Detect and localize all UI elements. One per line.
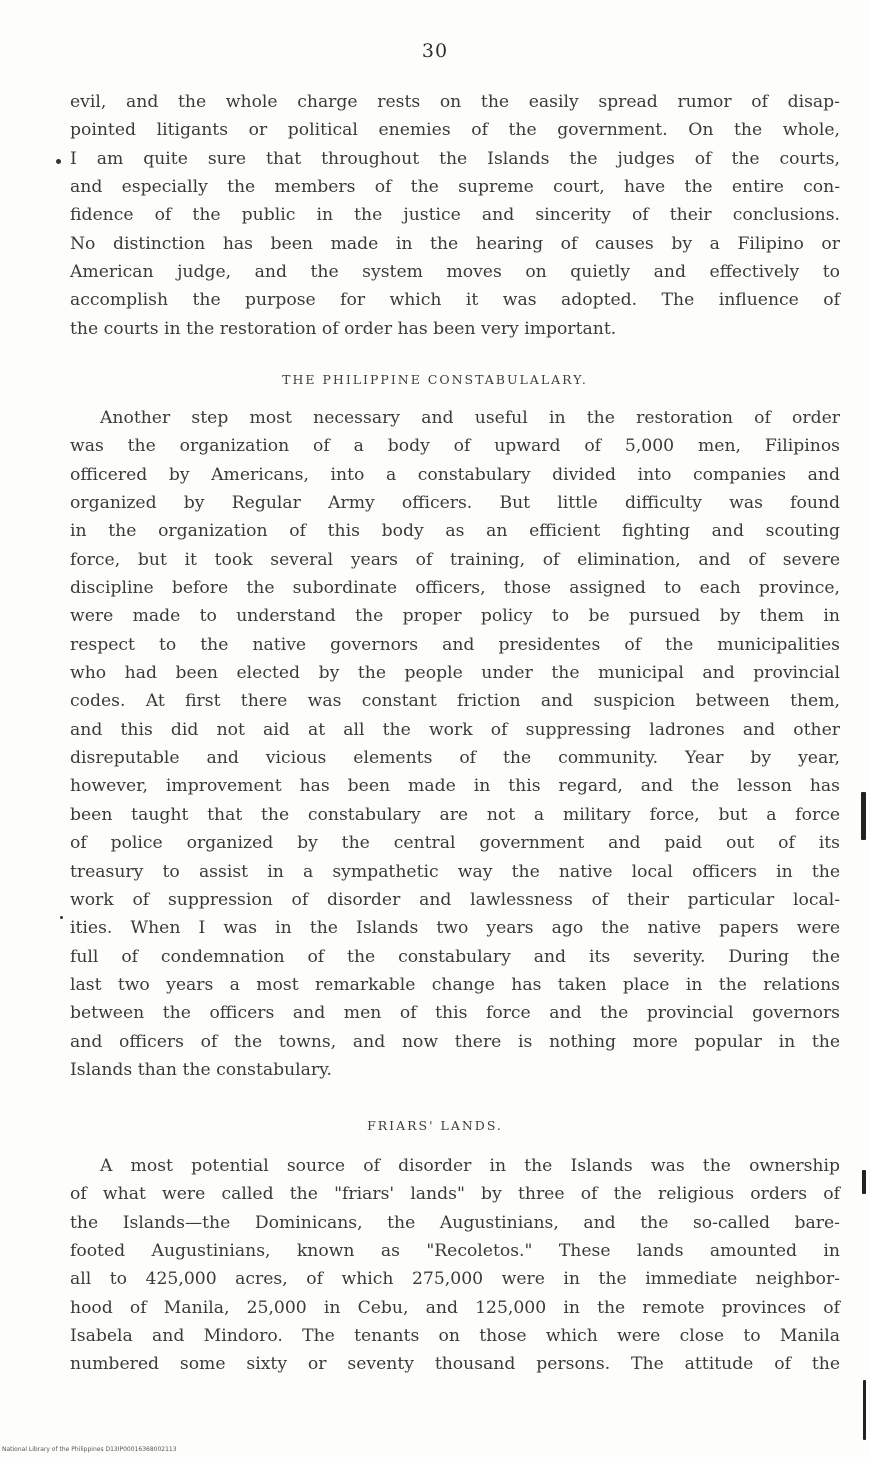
text-line: A most potential source of disorder in the Islands was the ownership <box>100 1156 840 1176</box>
text-line: the courts in the restoration of order has been very important. <box>70 318 617 339</box>
text-line: Islands than the constabulary. <box>70 1059 333 1080</box>
text-line: been taught that the constabulary are not a military force, but a force <box>70 804 840 825</box>
text-line: evil, and the whole charge rests on the easily spread rumor of disap- <box>70 92 840 112</box>
text-line: codes. At first there was constant friction and suspicion between them, <box>70 691 840 712</box>
text-line: in the organization of this body as an efficient fighting and scouting <box>70 521 840 542</box>
text-line: Another step most necessary and useful in the restoration of order <box>100 408 840 428</box>
text-line: ities. When I was in the Islands two years ago the native papers were <box>70 918 840 939</box>
text-line: of what were called the "friars' lands" by three of the religious orders of <box>70 1184 840 1205</box>
text-line: last two years a most remarkable change has taken place in the relations <box>70 974 840 995</box>
text-line: full of condemnation of the constabulary and its severity. During the <box>70 946 840 967</box>
text-line: treasury to assist in a sympathetic way the native local officers in the <box>70 861 840 882</box>
paragraph-friars-lands <box>70 1152 840 1379</box>
paragraph-courts <box>70 88 840 343</box>
text-line: discipline before the subordinate officers, those assigned to each province, <box>70 578 840 599</box>
footer-stamp: National Library of the Philippines D13IP00016368002113 <box>2 1446 177 1453</box>
text-line: organized by Regular Army officers. But little difficulty was found <box>70 493 840 514</box>
text-line: who had been elected by the people under the municipal and provincial <box>70 663 840 684</box>
paragraph-constabulary <box>70 404 840 1084</box>
text-line: disreputable and vicious elements of the community. Year by year, <box>70 748 840 769</box>
text-line: No distinction has been made in the hearing of causes by a Filipino or <box>70 233 840 254</box>
scan-edge-mark <box>861 792 866 840</box>
text-line: of police organized by the central government and paid out of its <box>70 833 840 854</box>
text-line: was the organization of a body of upward of 5,000 men, Filipinos <box>70 436 840 457</box>
text-line: all to 425,000 acres, of which 275,000 were in the immediate neighbor- <box>70 1269 840 1290</box>
section-heading-constabulary: THE PHILIPPINE CONSTABULALARY. <box>282 372 588 387</box>
page-number: 30 <box>421 40 449 62</box>
text-line: I am quite sure that throughout the Islands the judges of the courts, <box>70 148 840 169</box>
text-line: however, improvement has been made in this regard, and the lesson has <box>70 776 840 797</box>
text-line: work of suppression of disorder and lawlessness of their particular local- <box>70 889 840 910</box>
scan-speck <box>60 916 63 919</box>
text-line: hood of Manila, 25,000 in Cebu, and 125,000 in the remote provinces of <box>70 1297 840 1318</box>
text-line: the Islands—the Dominicans, the Augustinians, and the so-called bare- <box>70 1212 840 1233</box>
text-line: accomplish the purpose for which it was adopted. The influence of <box>70 290 840 311</box>
text-line: and this did not aid at all the work of suppressing ladrones and other <box>70 719 840 740</box>
text-line: and officers of the towns, and now there is nothing more popular in the <box>70 1031 840 1052</box>
text-line: numbered some sixty or seventy thousand persons. The attitude of the <box>70 1354 840 1375</box>
scan-edge-mark <box>863 1380 866 1440</box>
text-line: Isabela and Mindoro. The tenants on those which were close to Manila <box>70 1326 840 1347</box>
text-line: footed Augustinians, known as "Recoletos." These lands amounted in <box>70 1241 840 1262</box>
text-line: fidence of the public in the justice and sincerity of their conclusions. <box>70 205 840 226</box>
text-line: force, but it took several years of training, of elimination, and of severe <box>70 549 840 570</box>
text-line: officered by Americans, into a constabulary divided into companies and <box>70 464 840 485</box>
text-line: American judge, and the system moves on quietly and effectively to <box>70 262 840 283</box>
text-line: pointed litigants or political enemies of the government. On the whole, <box>70 120 840 141</box>
text-line: respect to the native governors and presidentes of the municipalities <box>70 634 840 655</box>
text-line: and especially the members of the supreme court, have the entire con- <box>70 177 840 198</box>
scan-edge-mark <box>862 1170 866 1194</box>
section-heading-friars-lands: FRIARS' LANDS. <box>367 1118 503 1133</box>
scan-speck <box>56 159 61 164</box>
text-line: between the officers and men of this force and the provincial governors <box>70 1003 840 1024</box>
text-line: were made to understand the proper policy to be pursued by them in <box>70 606 840 627</box>
